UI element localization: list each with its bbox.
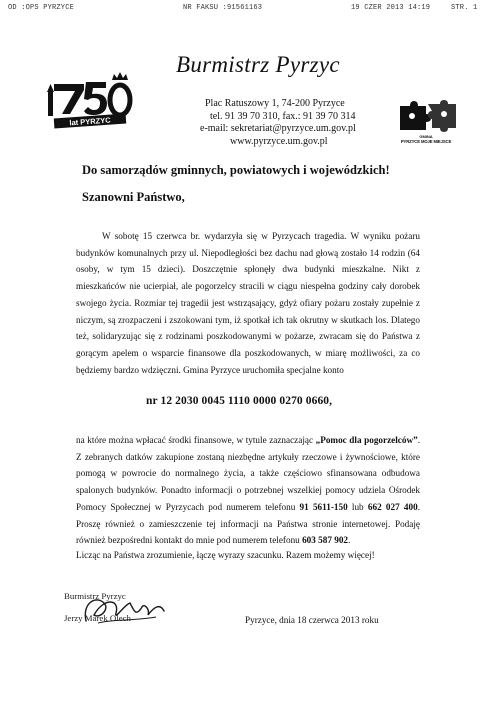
bank-account-number: nr 12 2030 0045 1110 0000 0270 0660, (146, 395, 333, 407)
fax-sender: OD :OPS PYRZYCE (8, 4, 75, 12)
paragraph-2-part-4: . Proszę również o zamieszczenie tej informacji na Państwa stronie internetowej. Podaję również bezpośredni kontakt do mnie pod numerem telefonu (76, 501, 420, 546)
750-years-logo (40, 70, 140, 130)
fax-transmission-header (0, 4, 500, 16)
paragraph-2 (76, 432, 420, 549)
paragraph-1: W sobotę 15 czerwca br. wydarzyła się w Pyrzycach tragedia. W wyniku pożaru budynków komunalnych przy ul. Niepodległości bez dachu nad głową zostało 14 rodzin (64 osoby, w tym 15 dzieci). Doszczętnie spłonęły dwa budynki mieszkalne. Nikt z mieszkańców nie ucierpiał, ale pogorzelcy stracili w ciągu niespełna godziny cały dorobek swojego życia. Rozmiar tej tragedii jest wstrząsający, gdyż ofiary pożaru zostały zupełnie z niczym, są zrozpaczeni i zszokowani tym, iż spotkał ich tak okrutny w skutkach los. Dlatego też, solidaryzując się z rodzinami poszkodowanymi w pożarze, zwracam się do Państwa z gorącym apelem o wsparcie finansowe dla poszkodowanych, w miarę możliwości, za co będziemy bardzo wdzięczni. Gmina Pyrzyce uruchomiła specjalne konto (76, 231, 420, 375)
signatory-name: Jerzy Marek Olech (64, 613, 131, 623)
gmina-logo-line2: PYRZYCE MOJE MIEJSCE (400, 139, 452, 144)
signature-block (64, 589, 194, 639)
ops-phone-1: 91 5611-150 (299, 501, 348, 512)
phone-fax-line: tel. 91 39 70 310, fax.: 91 39 70 314 (210, 110, 356, 122)
website-line: www.pyrzyce.um.gov.pl (230, 135, 328, 147)
place-and-date: Pyrzyce, dnia 18 czerwca 2013 roku (245, 615, 379, 625)
fax-page-number: STR. 1 (451, 4, 478, 12)
ops-phone-2: 662 027 400 (367, 501, 418, 512)
letter-heading: Do samorządów gminnych, powiatowych i wojewódzkich! (82, 163, 390, 177)
signatory-title: Burmistrz Pyrzyc (64, 591, 126, 601)
paragraph-2-part-3: lub (347, 501, 368, 512)
750-logo-graphic (40, 70, 140, 130)
salutation: Szanowni Państwo, (82, 190, 185, 204)
paragraph-2-part-5: . (348, 535, 351, 546)
email-line: e-mail: sekretariat@pyrzyce.um.gov.pl (200, 123, 356, 134)
fax-datetime: 19 CZER 2013 14:19 (351, 4, 431, 12)
address-line: Plac Ratuszowy 1, 74-200 Pyrzyce (205, 98, 345, 109)
puzzle-pieces-icon (390, 98, 462, 134)
paragraph-2-part-2: . Z zebranych datków zakupione zostaną niezbędne artykuły rzeczowe i żywnościowe, które pomogą w powrocie do normalnego życia, a także częściowo sfinansowana odbudowa spalonych budynków. Ponadto informacji o potrzebnej wszelkiej pomocy udziela Ośrodek Pomocy Społecznej w Pyrzycach pod numerem telefonu (76, 435, 421, 512)
handwritten-signature (64, 589, 194, 639)
letterhead-contact (200, 98, 380, 148)
closing-sentence: Licząc na Państwa zrozumienie, łączę wyrazy szacunku. Razem możemy więcej! (76, 550, 375, 560)
logo-ribbon-text: lat PYRZYC (69, 115, 111, 128)
transfer-title-quote: „Pomoc dla pogorzelców” (315, 435, 418, 445)
fax-number: NR FAKSU :91561163 (183, 4, 263, 12)
gmina-pyrzyce-logo (390, 98, 462, 154)
paragraph-2-part-1: na które można wpłacać środki finansowe, w tytule zaznaczając (76, 435, 316, 445)
gmina-logo-line1: GMINA (419, 134, 433, 139)
mayor-phone: 603 587 902 (302, 535, 348, 546)
letterhead-title: Burmistrz Pyrzyc (176, 52, 340, 77)
